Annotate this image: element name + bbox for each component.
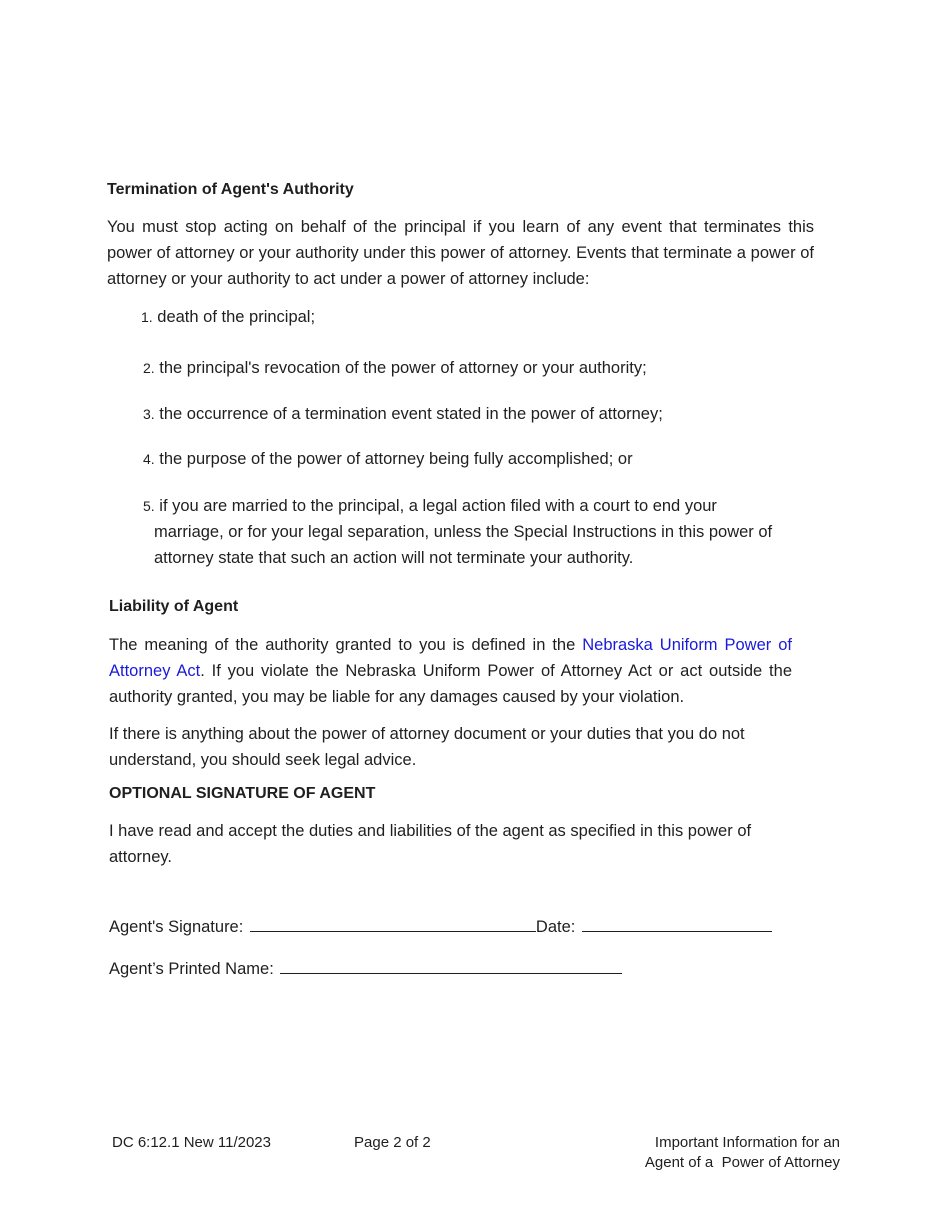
list-item-first-line: [143, 493, 813, 519]
liability-text-before: The meaning of the authority granted to you is defined in the: [109, 636, 583, 654]
list-item: [141, 304, 315, 330]
liability-text-after: . If you violate the Nebraska Uniform Power of Attorney Act or act outside the authority granted, you may be liable for any damages caused by your violation.: [109, 662, 792, 706]
signature-row: [109, 913, 772, 938]
list-item-text: death of the principal;: [157, 308, 316, 326]
termination-heading: Termination of Agent's Authority: [107, 181, 354, 198]
list-item-text: the occurrence of a termination event stated in the power of attorney;: [159, 405, 663, 423]
list-item-text: the principal's revocation of the power of attorney or your authority;: [159, 359, 647, 377]
page-number: Page 2 of 2: [354, 1134, 431, 1151]
list-item: [143, 446, 633, 472]
date-label: Date:: [535, 918, 576, 936]
acceptance-statement: I have read and accept the duties and liabilities of the agent as specified in this power of attorney.: [109, 822, 752, 866]
footer-title-line1: Important Information for an: [654, 1134, 840, 1151]
liability-paragraph: [109, 632, 792, 710]
agent-signature-label: Agent's Signature:: [109, 918, 244, 936]
list-item: [143, 493, 813, 571]
date-line[interactable]: [582, 913, 772, 932]
form-code: DC 6:12.1 New 11/2023: [112, 1134, 271, 1151]
agent-signature-line[interactable]: [250, 913, 536, 932]
printed-name-row: [109, 955, 622, 980]
printed-name-line[interactable]: [280, 955, 622, 974]
list-item-number: 1.: [141, 309, 153, 325]
optional-signature-heading: OPTIONAL SIGNATURE OF AGENT: [109, 785, 376, 802]
list-item: [143, 401, 663, 427]
termination-intro: You must stop acting on behalf of the principal if you learn of any event that terminates this power of attorney or your authority under this power of attorney. Events that terminate a power of attorney or your authority to act under a power of attorney include:: [107, 218, 814, 288]
list-item-number: 3.: [143, 406, 155, 422]
list-item-number: 5.: [143, 498, 155, 514]
list-item: [143, 355, 647, 381]
list-item-text: if you are married to the principal, a legal action filed with a court to end your: [159, 497, 717, 515]
nebraska-act-link[interactable]: Nebraska Uniform Power of Attorney Act: [109, 636, 792, 680]
footer-title-line2: Agent of a Power of Attorney: [644, 1154, 840, 1171]
footer-title: [645, 1133, 840, 1173]
printed-name-label: Agent’s Printed Name:: [109, 960, 274, 978]
liability-heading: Liability of Agent: [109, 598, 239, 615]
list-item-number: 2.: [143, 360, 155, 376]
list-item-number: 4.: [143, 451, 155, 467]
list-item-continuation: marriage, or for your legal separation, unless the Special Instructions in this power of attorney state that such an action will not terminate your authority.: [154, 523, 773, 567]
list-item-text: the purpose of the power of attorney being fully accomplished; or: [159, 450, 633, 468]
legal-advice-paragraph: If there is anything about the power of attorney document or your duties that you do not understand, you should seek legal advice.: [109, 725, 745, 769]
